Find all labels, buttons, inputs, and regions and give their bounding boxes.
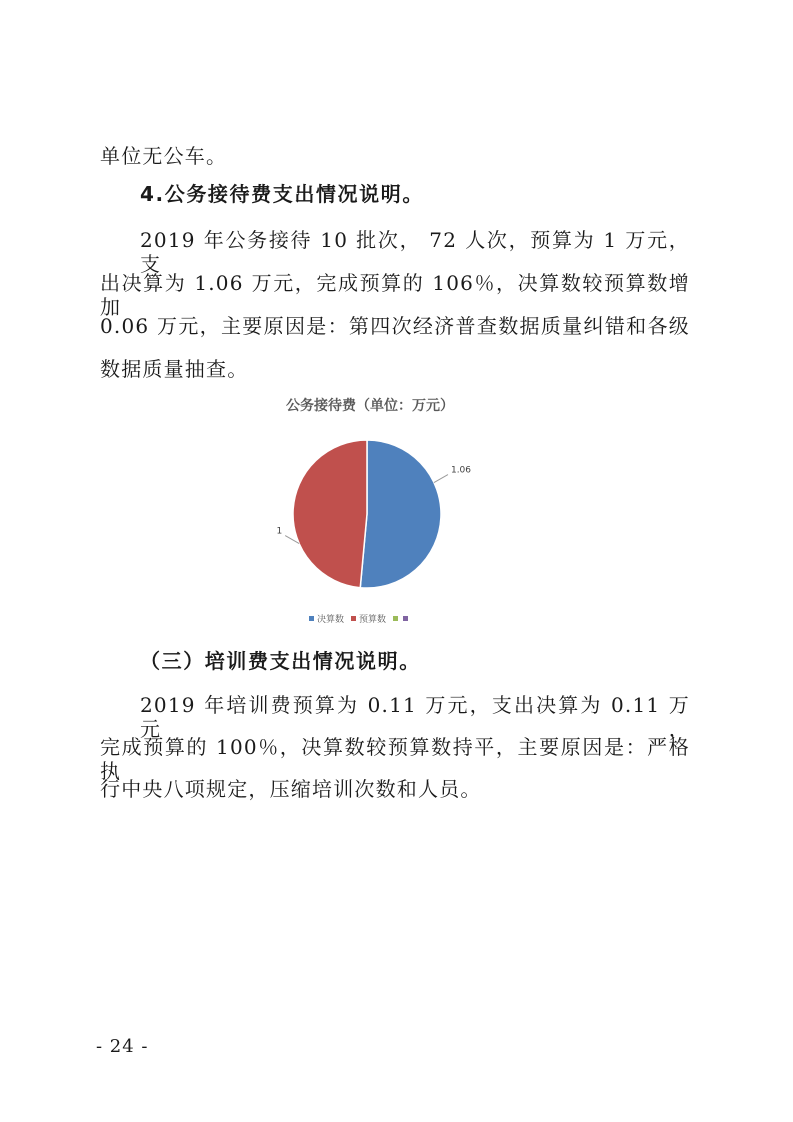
- legend-swatch-3: [393, 616, 398, 621]
- section-heading: 4.公务接待费支出情况说明。: [140, 182, 424, 206]
- legend-swatch-4: [403, 616, 408, 621]
- chart-title: 公务接待费（单位：万元）: [286, 398, 454, 414]
- pie-chart: [245, 388, 495, 633]
- paragraph-line: 单位无公车。: [100, 144, 228, 168]
- paragraph-line: 完成预算的 100％，决算数较预算数持平，主要原因是：严格执: [100, 735, 690, 783]
- paragraph-line: 2019 年公务接待 10 批次， 72 人次，预算为 1 万元，支: [140, 228, 690, 276]
- paragraph-line: 行中央八项规定，压缩培训次数和人员。: [100, 777, 482, 801]
- paragraph-line: 2019 年培训费预算为 0.11 万元，支出决算为 0.11 万元，: [140, 693, 690, 741]
- page-number: - 24 -: [96, 1036, 149, 1057]
- legend-swatch-2: [351, 616, 356, 621]
- paragraph-line: 数据质量抽查。: [100, 357, 249, 381]
- paragraph-line: 0.06 万元，主要原因是：第四次经济普查数据质量纠错和各级: [100, 314, 690, 338]
- legend-label-1: 决算数: [317, 615, 345, 625]
- data-label-2: 1: [276, 526, 283, 537]
- paragraph-line: 出决算为 1.06 万元，完成预算的 106％，决算数较预算数增加: [100, 271, 690, 319]
- leader-line-1: [434, 475, 448, 483]
- data-label-1: 1.06: [450, 465, 472, 476]
- legend-swatch-1: [309, 616, 314, 621]
- section-heading: （三）培训费支出情况说明。: [140, 649, 421, 673]
- legend-label-2: 预算数: [359, 615, 387, 625]
- pie-slice-1: [360, 440, 441, 588]
- pie-slice-2: [293, 440, 367, 588]
